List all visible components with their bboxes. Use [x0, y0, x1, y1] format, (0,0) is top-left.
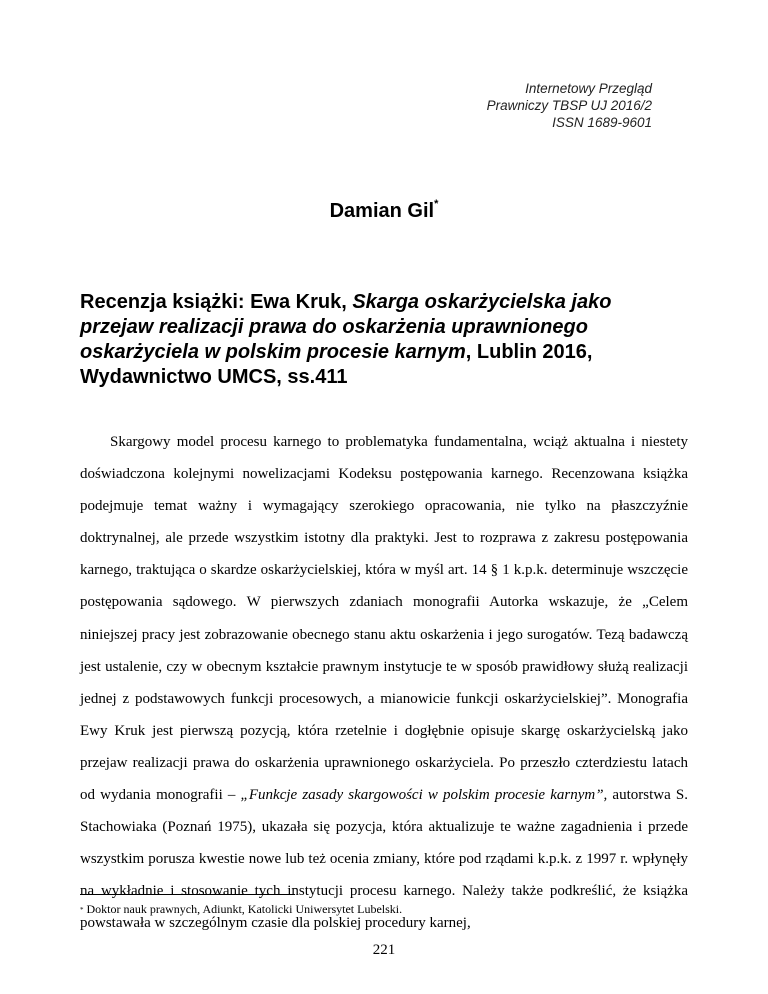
- body-text-part1: Skargowy model procesu karnego to problematyka fundamentalna, wciąż aktualna i niestety doświadczona kolejnymi nowelizacjami Kodeksu postępowania karnego. Recenzowana książka podejmuje temat ważny i wymagający szerokiego opracowania, nie tylko na płaszczyźnie doktrynalnej, ale przede wszystkim istotny dla praktyki. Jest to rozprawa z zakresu postępowania karnego, traktująca o skardze oskarżycielskiej, która w myśl art. 14 § 1 k.p.k. determinuje wszczęcie postępowania sądowego. W pierwszych zdaniach monografii Autorka wskazuje, że „Celem niniejszej pracy jest zobrazowanie obecnego stanu aktu oskarżenia i jego surogatów. Tezą badawczą jest ustalenie, czy w obecnym kształcie prawnym instytucje te w sposób prawidłowy służą realizacji jednej z podstawowych funkcji procesowych, a mianowicie funkcji oskarżycielskiej”. Monografia Ewy Kruk jest pierwszą pozycją, która rzetelnie i dogłębnie opisuje skargę oskarżycielską jako przejaw realizacji prawa do oskarżenia uprawnionego oskarżyciela. Po przeszło czterdziestu latach od wydania monografii –: [80, 434, 688, 804]
- title-prefix: Recenzja książki: Ewa Kruk,: [80, 291, 353, 313]
- journal-header: [487, 80, 652, 131]
- footnote-mark: *: [80, 906, 84, 915]
- footnote-separator: [80, 894, 295, 895]
- footnote-text: Doktor nauk prawnych, Adiunkt, Katolicki Uniwersytet Lubelski.: [86, 902, 403, 916]
- cited-monograph-title: „Funkcje zasady skargowości w polskim procesie karnym”,: [240, 787, 608, 804]
- journal-name-line2: Prawniczy TBSP UJ 2016/2: [486, 98, 652, 113]
- review-title: [80, 290, 680, 390]
- author-name-text: Damian Gil: [329, 200, 435, 222]
- issn: ISSN 1689-9601: [552, 115, 652, 130]
- body-paragraph: [80, 426, 688, 940]
- author-name: [0, 200, 768, 223]
- title-suffix: , Lublin 2016, Wydawnictwo UMCS, ss.411: [80, 341, 593, 388]
- book-title: Skarga oskarżycielska jako przejaw realizacji prawa do oskarżenia uprawnionego oskarżyciela w polskim procesie karnym: [80, 291, 612, 363]
- body-text-part2: autorstwa S. Stachowiaka (Poznań 1975), ukazała się pozycja, która aktualizuje te ważne zagadnienia i przede wszystkim porusza kwestie nowe lub też ocenia zmiany, które pod rządami k.p.k. z 1997 r. wpłynęły na wykładnie i stosowanie tych instytucji procesu karnego. Należy także podkreślić, że książka powstawała w szczególnym czasie dla polskiej procedury karnej,: [80, 787, 688, 932]
- journal-name-line1: Internetowy Przegląd: [525, 81, 652, 96]
- page-number: 221: [372, 942, 396, 958]
- footnote: [80, 902, 402, 917]
- author-footnote-mark: *: [434, 198, 439, 210]
